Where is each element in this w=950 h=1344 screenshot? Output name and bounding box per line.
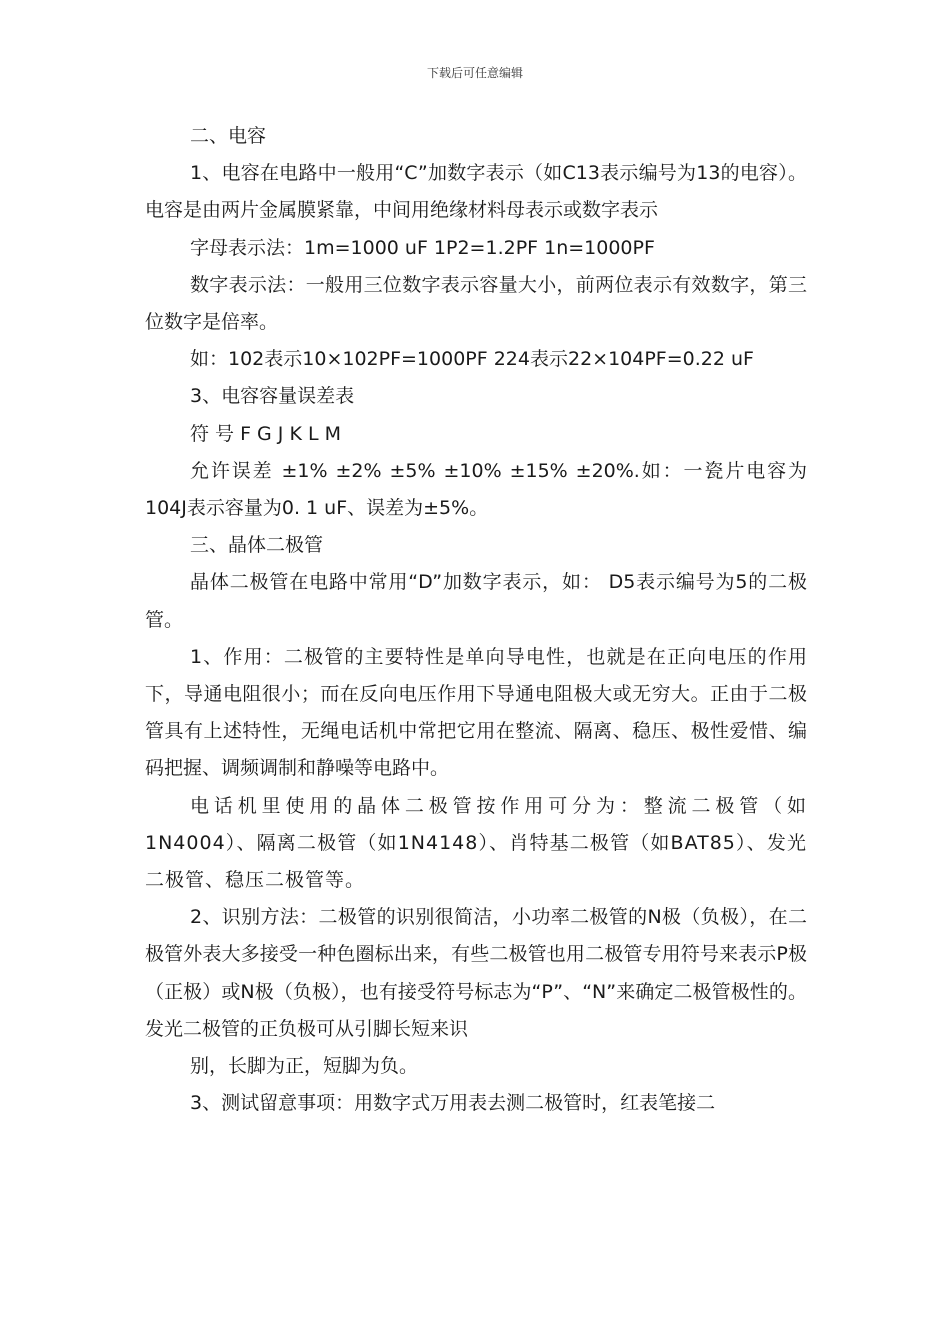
paragraph: 别，长脚为正，短脚为负。 bbox=[190, 1055, 419, 1078]
paragraph: 1、电容在电路中一般用“C”加数字表示（如C13表示编号为13的电容）。电容是由两片金属膜紧靠，中间用绝缘材料母表示或数字表示 bbox=[145, 162, 807, 222]
page-header: 下载后可任意编辑 bbox=[426, 66, 523, 80]
paragraph: 如：102表示10×102PF=1000PF 224表示22×104PF=0.22 uF bbox=[190, 348, 754, 371]
paragraph: 2、识别方法：二极管的识别很简洁，小功率二极管的N极（负极），在二极管外表大多接受一种色圈标出来，有些二极管也用二极管专用符号来表示P极（正极）或N极（负极），也有接受符号标志为“P”、“N”来确定二极管极性的。发光二极管的正负极可从引脚长短来识 bbox=[145, 906, 807, 1040]
paragraph: 符 号 F G J K L M bbox=[190, 422, 341, 445]
paragraph: 字母表示法：1m=1000 uF 1P2=1.2PF 1n=1000PF bbox=[190, 236, 655, 259]
document-body bbox=[145, 118, 807, 1122]
section-heading-capacitor: 二、电容 bbox=[190, 125, 267, 147]
paragraph: 1、作用：二极管的主要特性是单向导电性，也就是在正向电压的作用下，导通电阻很小；而在反向电压作用下导通电阻极大或无穷大。正由于二极管具有上述特性，无绳电话机中常把它用在整流、隔离、稳压、极性爱惜、编码把握、调频调制和静噪等电路中。 bbox=[145, 645, 807, 780]
paragraph: 3、测试留意事项：用数字式万用表去测二极管时，红表笔接二 bbox=[190, 1092, 716, 1115]
paragraph: 电话机里使用的晶体二极管按作用可分为：整流二极管（如1N4004）、隔离二极管（如1N4148）、肖特基二极管（如BAT85）、发光二极管、稳压二极管等。 bbox=[145, 794, 807, 892]
paragraph: 晶体二极管在电路中常用“D”加数字表示，如： D5表示编号为5的二极管。 bbox=[145, 571, 807, 631]
paragraph: 数字表示法：一般用三位数字表示容量大小，前两位表示有效数字，第三位数字是倍率。 bbox=[145, 273, 807, 334]
section-heading-diode: 三、晶体二极管 bbox=[190, 534, 324, 557]
paragraph: 3、电容容量误差表 bbox=[190, 385, 355, 408]
paragraph: 允许误差 ±1% ±2% ±5% ±10% ±15% ±20%.如：一瓷片电容为104J表示容量为0. 1 uF、误差为±5%。 bbox=[145, 459, 807, 520]
